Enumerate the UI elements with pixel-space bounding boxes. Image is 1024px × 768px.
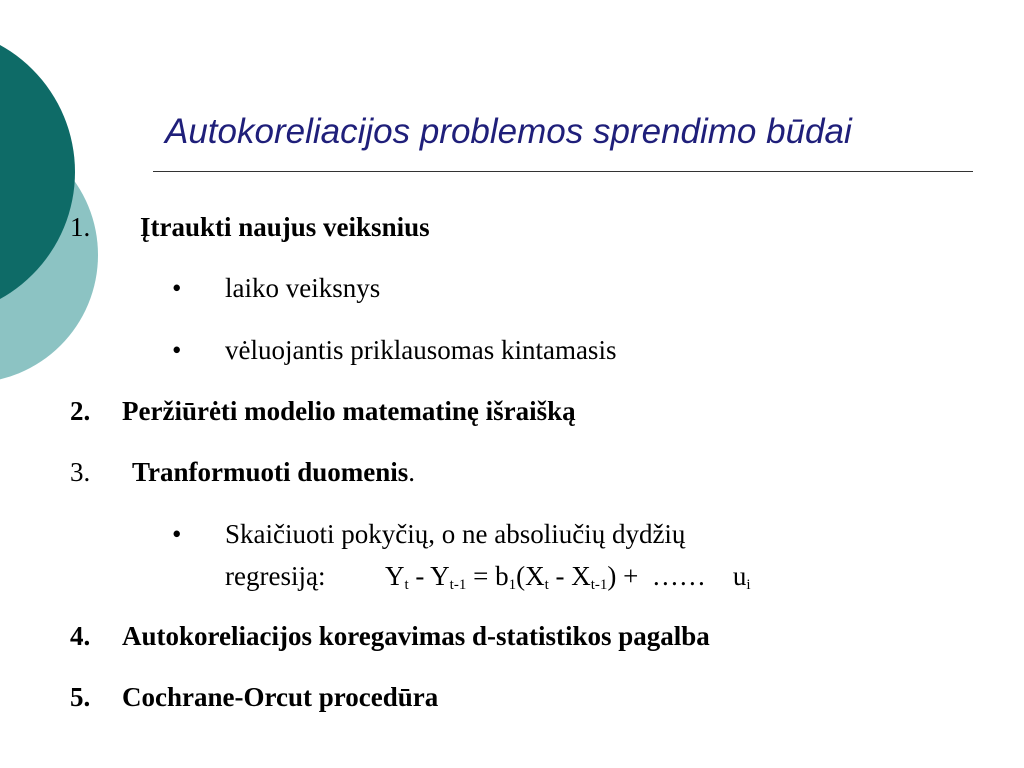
item-text: Peržiūrėti modelio matematinę išraišką (122, 396, 576, 426)
item-number: 2. (70, 396, 91, 426)
item-number: 1. (70, 212, 91, 242)
item-number: 4. (70, 621, 91, 651)
formula-prefix: regresiją: (225, 561, 326, 591)
decorative-circles (0, 0, 110, 410)
list-item-2 (70, 395, 576, 427)
item-number: 5. (70, 682, 91, 712)
item-text: Autokoreliacijos koregavimas d-statistikos pagalba (122, 621, 710, 651)
bullet-text: laiko veiksnys (225, 273, 381, 303)
bullet-text: vėluojantis priklausomas kintamasis (225, 335, 617, 365)
list-item-4 (70, 620, 710, 652)
item-text: Įtraukti naujus veiksnius (140, 212, 430, 242)
bullet-mark: • (172, 273, 182, 303)
slide-title: Autokoreliacijos problemos sprendimo būdai (165, 112, 852, 151)
item-number: 3. (70, 457, 91, 487)
bullet-item (172, 334, 617, 366)
item-text: Tranformuoti duomenis (132, 457, 409, 487)
bullet-text: Skaičiuoti pokyčių, o ne absoliučių dydžių (225, 519, 686, 549)
list-item-5 (70, 681, 439, 713)
item-text: Cochrane-Orcut procedūra (122, 682, 439, 712)
item-text-wrap (132, 456, 415, 488)
formula-line (225, 560, 751, 593)
bullet-item (172, 518, 686, 550)
item-suffix: . (408, 457, 416, 487)
bullet-item (172, 272, 381, 304)
title-underline (153, 171, 973, 172)
list-item-3 (70, 456, 416, 488)
bullet-mark: • (172, 335, 182, 365)
regression-formula: $Y_t - Y_{t-1} = b_1(X_t - X_{t-1})$ + …… $u_i$ (385, 561, 751, 593)
list-item-1 (70, 211, 430, 243)
bullet-mark: • (172, 519, 182, 549)
